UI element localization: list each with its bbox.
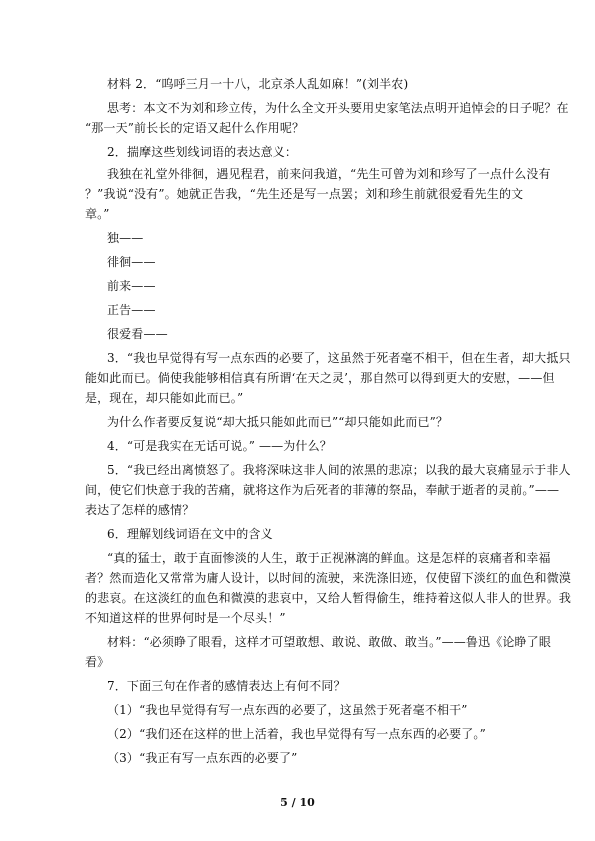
- task-6-quote-line-2: 者？然而造化又常常为庸人设计，以时间的流驶，来洗涤旧迹，仅使留下淡红的血色和微漠: [85, 571, 572, 585]
- task-3-line-1: 3．“我也早觉得有写一点东西的必要了，这虽然于死者毫不相干，但在生者，却大抵只: [107, 351, 571, 365]
- task-7-item-3: （3）“我正有写一点东西的必要了”: [107, 751, 298, 765]
- task-2-heading: 2．揣摩这些划线词语的表达意义：: [107, 145, 298, 159]
- task-6-quote-line-3: 的悲哀。在这淡红的血色和微漠的悲哀中，又给人暂得偷生，维持着这似人非人的世界。我: [85, 591, 572, 605]
- quote-paragraph-line-2: ？”我说“没有”。她就正告我，“先生还是写一点罢；刘和珍生前就很爱看先生的文: [85, 187, 524, 201]
- task-3-line-3: 是，现在，却只能如此而已。”: [85, 391, 244, 405]
- material-2-line: 材料 2．“呜呼三月一十八，北京杀人乱如麻！”(刘半农): [107, 77, 409, 91]
- task-7-item-2: （2）“我们还在这样的世上活着，我也早觉得有写一点东西的必要了。”: [107, 727, 486, 741]
- material-luxun-line-1: 材料：“必须睁了眼看，这样才可望敢想、敢说、敢做、敢当。”——鲁迅《论睁了眼: [107, 635, 551, 649]
- word-du: 独——: [107, 231, 144, 245]
- task-6-quote-line-1: “真的猛士，敢于直面惨淡的人生，敢于正视淋漓的鲜血。这是怎样的哀痛者和幸福: [107, 551, 551, 565]
- task-6-quote-line-4: 不知道这样的世界何时是一个尽头！”: [85, 611, 286, 625]
- quote-paragraph-line-1: 我独在礼堂外徘徊，遇见程君，前来问我道，“先生可曾为刘和珍写了一点什么没有: [107, 167, 551, 181]
- question-think-line-2: “那一天”前长长的定语又起什么作用呢？: [85, 121, 305, 135]
- material-luxun-line-2: 看》: [85, 655, 110, 669]
- task-5-line-1: 5．“我已经出离愤怒了。我将深味这非人间的浓黑的悲凉；以我的最大哀痛显示于非人: [107, 463, 571, 477]
- task-4: 4．“可是我实在无话可说。” ——为什么？: [107, 439, 332, 453]
- word-henaikan: 很爱看——: [107, 327, 168, 341]
- task-5-line-3: 表达了怎样的感情？: [85, 503, 195, 517]
- task-3-line-2: 能如此而已。倘使我能够相信真有所谓‘在天之灵’，那自然可以得到更大的安慰，——但: [85, 371, 555, 385]
- quote-paragraph-line-3: 章。”: [85, 207, 110, 221]
- task-7-item-1: （1）“我也早觉得有写一点东西的必要了，这虽然于死者毫不相干”: [107, 703, 468, 717]
- word-zhenggao: 正告——: [107, 303, 156, 317]
- page-number: 5 / 10: [280, 796, 315, 809]
- word-qianlai: 前来——: [107, 279, 156, 293]
- task-6-heading: 6．理解划线词语在文中的含义: [107, 527, 273, 541]
- task-5-line-2: 间，使它们快意于我的苦痛，就将这作为后死者的菲薄的祭品，奉献于逝者的灵前。”——: [85, 483, 560, 497]
- question-think-line-1: 思考：本文不为刘和珍立传，为什么全文开头要用史家笔法点明开追悼会的日子呢？在: [107, 101, 569, 115]
- task-3-question: 为什么作者要反复说“却大抵只能如此而已”“却只能如此而已”？: [107, 415, 449, 429]
- task-7-heading: 7．下面三句在作者的感情表达上有何不同？: [107, 679, 346, 693]
- word-paihuai: 徘徊——: [107, 255, 156, 269]
